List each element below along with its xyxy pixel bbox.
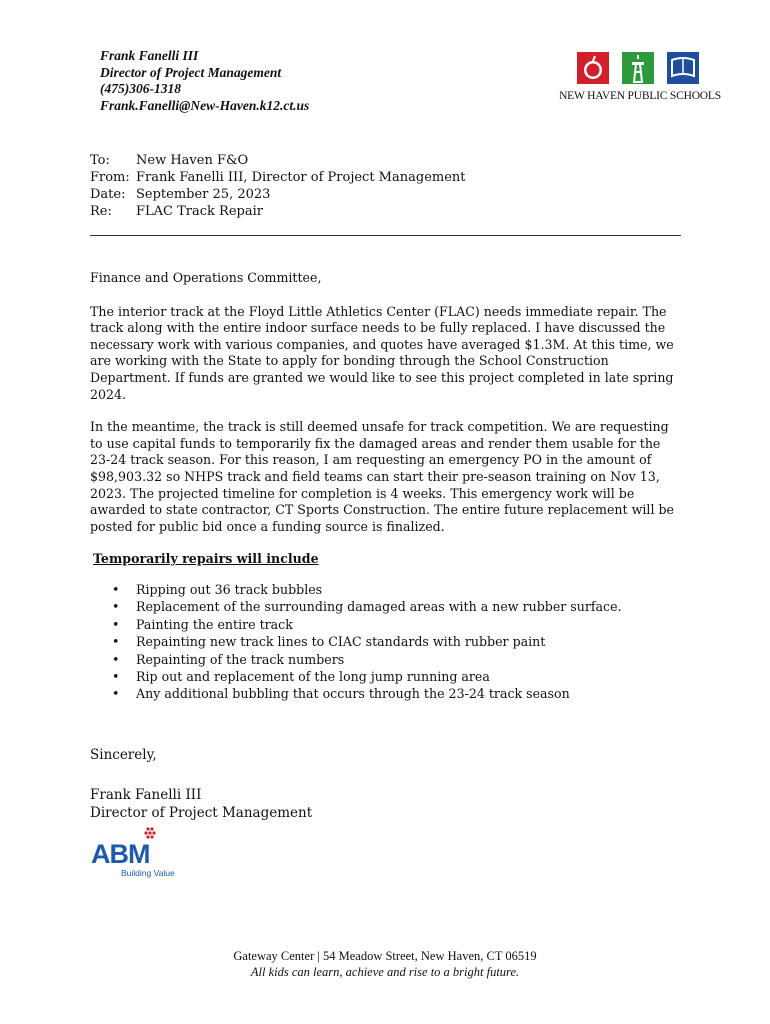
header-divider bbox=[90, 235, 681, 236]
salutation: Finance and Operations Committee, bbox=[90, 270, 322, 285]
abm-tagline: Building Value bbox=[121, 868, 175, 878]
letter-body bbox=[90, 270, 680, 703]
paragraph-emergency: In the meantime, the track is still deemed unsafe for track competition. We are requesting to use capital funds to temporarily fix the damaged areas and render them usable for the 23-24 track season. For this reason, I am requesting an emergency PO in the amount of $98,903.32 so NHPS track and field teams can start their pre-season training on Nov 13, 2023. The projected timeline for completion is 4 weeks. This emergency work will be awarded to state contractor, CT Sports Construction. The entire future replacement will be posted for public bid once a funding source is finalized. bbox=[90, 419, 674, 534]
abm-logo-mark bbox=[90, 826, 190, 868]
nhps-logo-icons bbox=[577, 52, 699, 86]
nhps-logo bbox=[555, 52, 725, 106]
abm-dots-icon bbox=[144, 827, 155, 838]
memo-value: New Haven F&O bbox=[136, 153, 249, 168]
memo-row-from bbox=[90, 169, 466, 186]
nhps-logo-text: NEW HAVEN PUBLIC SCHOOLS bbox=[559, 90, 721, 102]
memo-label: From: bbox=[90, 170, 130, 185]
memo-label: Date: bbox=[90, 187, 126, 202]
sender-email: Frank.Fanelli@New-Haven.k12.ct.us bbox=[100, 97, 310, 113]
sender-title: Director of Project Management bbox=[100, 64, 282, 80]
signer-name: Frank Fanelli III bbox=[90, 787, 202, 803]
memo-row-date bbox=[90, 186, 466, 203]
sender-name: Frank Fanelli III bbox=[100, 48, 199, 63]
list-item: • Repainting of the track numbers bbox=[136, 651, 680, 668]
list-item: • Ripping out 36 track bubbles bbox=[136, 581, 680, 598]
footer-address: Gateway Center | 54 Meadow Street, New Haven, CT 06519 bbox=[233, 949, 537, 963]
closing-block bbox=[90, 746, 312, 822]
sender-phone: (475)306-1318 bbox=[100, 81, 181, 96]
list-item: • Painting the entire track bbox=[136, 616, 680, 633]
memo-header bbox=[90, 152, 466, 220]
list-item: • Repainting new track lines to CIAC standards with rubber paint bbox=[136, 633, 680, 650]
paragraph-project: The interior track at the Floyd Little Athletics Center (FLAC) needs immediate repair. The track along with the entire indoor surface needs to be fully replaced. I have discussed the necessary work with various companies, and quotes have averaged $1.3M. At this time, we are working with the State to apply for bonding through the School Construction Department. If funds are granted we would like to see this project completed in late spring 2024. bbox=[90, 303, 674, 402]
abm-wordmark: ABM bbox=[91, 839, 150, 868]
sender-block bbox=[100, 48, 309, 114]
repairs-list bbox=[90, 581, 680, 703]
memo-label: To: bbox=[90, 153, 110, 168]
list-item: • Rip out and replacement of the long jump running area bbox=[136, 668, 680, 685]
signer-title: Director of Project Management bbox=[90, 805, 313, 821]
sign-off: Sincerely, bbox=[90, 747, 157, 763]
footer bbox=[0, 948, 770, 980]
footer-motto: All kids can learn, achieve and rise to a bright future. bbox=[250, 965, 520, 979]
memo-row-re bbox=[90, 203, 466, 220]
memo-row-to bbox=[90, 152, 466, 169]
abm-logo bbox=[90, 826, 190, 882]
memo-value: FLAC Track Repair bbox=[136, 204, 263, 219]
repairs-heading: Temporarily repairs will include bbox=[93, 551, 319, 567]
memo-label: Re: bbox=[90, 204, 112, 219]
memo-value: September 25, 2023 bbox=[136, 187, 271, 202]
list-item: • Any additional bubbling that occurs through the 23-24 track season bbox=[136, 685, 680, 702]
memo-value: Frank Fanelli III, Director of Project Management bbox=[136, 170, 466, 185]
list-item: • Replacement of the surrounding damaged areas with a new rubber surface. bbox=[136, 598, 680, 615]
